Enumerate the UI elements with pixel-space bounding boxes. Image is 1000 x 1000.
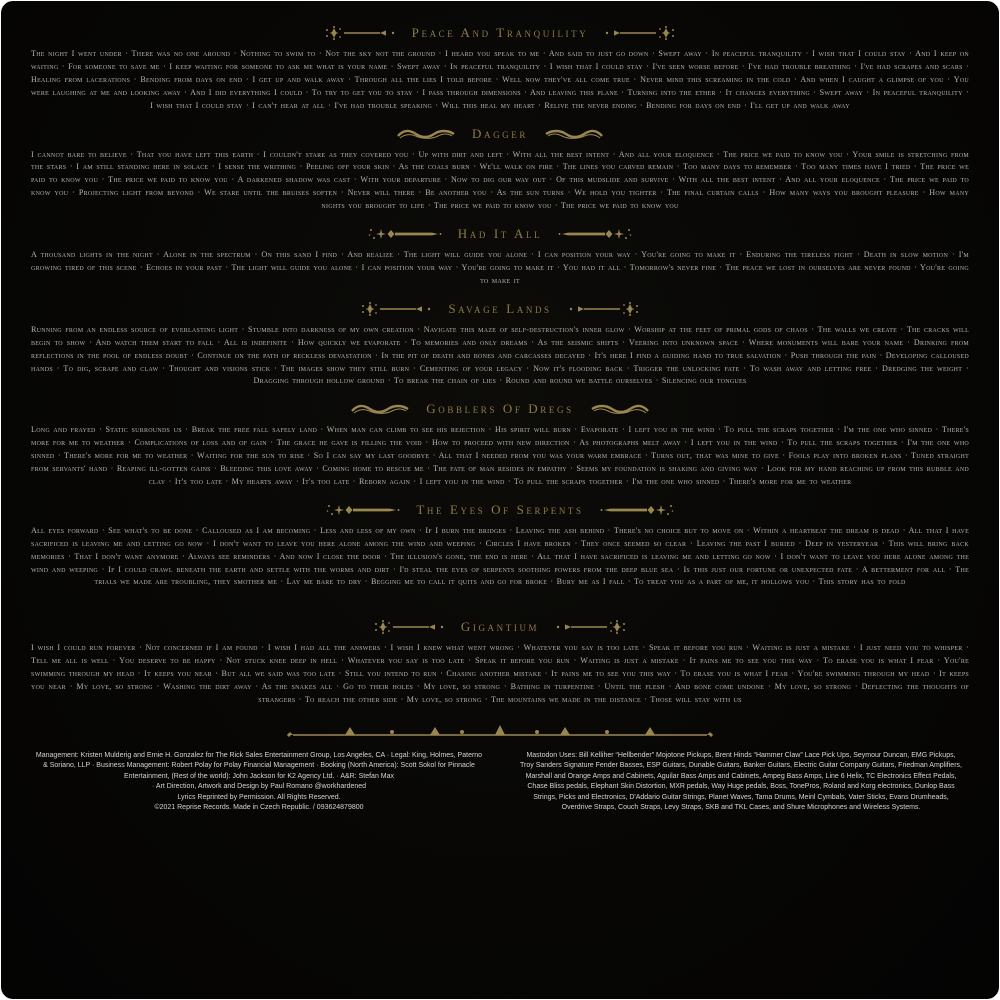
credits-line: Overdrive Straps, Couch Straps, Levy Straps, SKB and TKL Cases, and Shure Microphones and Wireless Systems.: [561, 804, 921, 812]
credits: [31, 751, 969, 814]
song-title-row: [31, 301, 969, 317]
song-section-the-eyes-of-serpents: [31, 502, 969, 590]
star-flourish-icon: [555, 619, 627, 635]
song-section-dagger: [31, 126, 969, 214]
credits-line: Marshall and Orange Amps and Cabinets, Aguilar Bass Amps and Cabinets, Ampeg Bass Amps, Line 6 Helix, TC Electronics Effect Pedals,: [525, 772, 957, 780]
song-title: Had It All: [457, 226, 543, 242]
song-lyrics: All eyes forward · See what's to be done · Calloused as I am becoming · Less and less of my own · If I burn the bridges · Leaving the ash behind · There's no choice but to move on · Within a heartbeat the dream is dead · All that I have sacrificed is leaving me and letting go now · I don't want to leave you here alone among the wind and weeping · Circles I have broken · They once seemed so clear · Leaving the past I buried · Deep in yesteryear · This will bring back memories · That I don't want anymore · Always see reminders · And now I close the door · The illusion's gone, the end is here · All that I have sacrificed is leaving me and letting go now · I don't want to leave you here alone among the wind and weeping · If I could crawl beneath the earth and settle with the worms and dirt · I'd steal the eyes of serpents soothing powers from the deep blue sea · Is this just our fortune or unexpected fate · A betterment for all · The trials we made are troubling, they smother me · Lay me bare to dry · Begging me to call it quits and go for broke · Bury me as I fall · To treat you as a part of me, it hollows you · This story has to fold: [31, 525, 969, 587]
song-section-peace-and-tranquility: [31, 25, 969, 113]
credits-equipment-block: [513, 751, 969, 814]
ornamental-divider-icon: [31, 723, 969, 741]
credits-line: · Art Direction, Artwork and Design by Paul Romano @workhardened: [151, 783, 367, 791]
credits-line: ©2021 Reprise Records. Made in Czech Republic. / 093624879800: [154, 804, 364, 812]
song-lyrics: I cannot bare to believe · That you have left this earth · I couldn't stare as they covered you · Up with dirt and left · With all the best intent · And all your eloquence · The price we paid to know you · Your smile is stretching from the stars · I am still standing here in solace · I sense the writhing · Peeling off your skin · As the coals burn · We'll walk on fire · The lines you carved remain · Too many days to remember · Too many times have I tried · The price we paid to know you · The price we paid to know you · A darkened shadow was cast · With your departure · Now to dig our way out · Of this mudslide and survive · With all the best intent · And all your eloquence · The price we paid to know you · Projecting light from beyond · We stare until the bruises soften · Never will there · Be another you · As the sun turns · We hold you tighter · The final curtain calls · How many ways you brought pleasure · How many nights you brought to life · The price we paid to know you · The price we paid to know you: [31, 149, 969, 211]
song-section-had-it-all: [31, 226, 969, 288]
song-title: Savage Lands: [448, 300, 552, 316]
sword-flourish-icon: [368, 226, 442, 242]
sword-flourish-icon: [600, 502, 674, 518]
song-title-row: [31, 226, 969, 242]
song-lyrics: The night I went under · There was no one around · Nothing to swim to · Not the sky not the ground · I heard you speak to me · And said to just go down · Swept away · In peaceful tranquility · I wish that I could stay · And I keep on waiting · For someone to save me · I keep waiting for someone to ask me what is your name · Swept away · In peaceful tranquility · I wish that I could stay · I've seen worse before · I've had trouble breathing · I've had scrapes and scars · Healing from lacerations · Bending from days on end · I get up and walk away · Through all the lies I told before · Well now they've all come true · Never mind this screaming in the cold · And when I caught a glimpse of you · You were laughing at me and looking away · And I did everything I could · To try to get you to stay · I pass through dimensions · And leaving this plane · Turning into the ether · It changes everything · Swept away · In peaceful tranquility · I wish that I could stay · I can't hear at all · I've had trouble speaking · Will this heal my heart · Relive the never ending · Bending for days on end · I'll get up and walk away: [31, 49, 969, 110]
squiggle-flourish-icon: [350, 401, 410, 417]
star-flourish-icon: [604, 25, 676, 41]
star-flourish-icon: [568, 301, 640, 317]
credits-line: & Soriano, LLP · Business Management: Robert Polay for Polay Financial Management · Booking (North America): Scott Sokol for Pinnacle: [43, 762, 475, 770]
credits-line: Management: Kristen Mulderig and Ernie H. Gonzalez for The Rick Sales Entertainment Group, Los Angeles, CA · Legal: King, Holmes, Paterno: [35, 751, 483, 759]
song-title: Peace And Tranquility: [411, 25, 589, 40]
song-lyrics: Running from an endless source of everlasting light · Stumble into darkness of my own creation · Navigate this maze of self-destruction's inner glow · Worship at the feet of primal gods of chaos · The walls we create · The cracks will begin to show · And watch them start to fall · All is indefinite · How quickly we evaporate · To memories and only dreams · As the seismic shifts · Veering into unknown space · Where monuments will bare your name · Drinking from reflections in the pool of endless doubt · Continue on the path of reckless devastation · In the pit of death and bones and carcasses decayed · It's here I find a guiding hand to true salvation · Push through the pain · Developing calloused hands · To dig, scrape and claw · Thought and visions stick · The images show they still burn · Cementing of your legacy · Now it's flooding back · Trigger the unlocking fate · To wash away and letting free · Dredging the weight · Dragging through hollow ground · To break the chain of lies · Round and round we battle ourselves · Silencing our tongues: [31, 324, 969, 386]
song-title: The Eyes Of Serpents: [416, 501, 584, 517]
sword-flourish-icon: [326, 502, 400, 518]
song-section-savage-lands: [31, 301, 969, 389]
lyric-sheet: [1, 1, 999, 999]
song-lyrics: I wish I could run forever · Not concerned if I am found · I wish I had all the answers · I wish I knew what went wrong · Whatever you say is too late · Speak it before you run · Waiting is just a mistake · I just need you to whisper · Tell me all is well · You deserve to be happy · Not stuck knee deep in hell · Whatever you say is too late · Speak it before you run · Waiting is just a mistake · It pains me to see you this way · To erase you is what I fear · You're swimming through my head · It keeps you near · But all we said was too late · Still you intend to run · Chasing another mistake · It pains me to see you this way · To erase you is what I fear · You're swimming through my head · It keeps you near · My love, so strong · Washing the dirt away · As the snakes all · Go to their holes · My love, so strong · Bathing in turpentine · Until the flesh · And bone come undone · My love, so strong · Deflecting the thoughts of strangers · To reach the other side · My love, so strong · The mountains we made in the distance · Those will stay with us: [31, 643, 969, 704]
song-lyrics: Long and frayed · Static surrounds us · Break the free fall safely land · When man can climb to see his rejection · His spirit will burn · Evaporate · I left you in the wind · To pull the scraps together · I'm the one who sinned · There's more for me to weather · Complications of loss and of gain · The grace he gave is filling the void · How to proceed with new direction · As photographs melt away · I left you in the wind · To pull the scraps together · I'm the one who sinned · There's more for me to weather · Waiting for the sun to rise · So I can say my last goodbye · All that I needed from you was your warm embrace · Turns out, that was mine to give · Fools play into broken plans · Tuned straight from servants' hand · Reaping ill-gotten gains · Bleeding this love away · Coming home to rescue me · The fate of man resides in empathy · Seems my foundation is shaking and giving way · Look for my hand reaching up from this rubble and clay · It's too late · My hearts away · It's too late · Reborn again · I left you in the wind · To pull the scraps together · I'm the one who sinned · There's more for me to weather: [31, 425, 969, 486]
song-section-gobblers-of-dregs: [31, 401, 969, 489]
credits-line: Chase Bliss pedals, Elephant Skin Distortion, MXR pedals, Way Huge pedals, Boss, TonePros, Roland and Korg electronics, Dunlop Bass: [527, 783, 955, 791]
credits-line: Troy Sanders Signature Fender Basses, ESP Guitars, Dunable Guitars, Banker Guitars, Electric Guitar Company Guitars, Friedman Amplifiers,: [520, 762, 962, 770]
song-title: Gobblers Of Dregs: [426, 401, 574, 417]
squiggle-flourish-icon: [396, 126, 456, 142]
song-title-row: [31, 25, 969, 41]
star-flourish-icon: [373, 619, 445, 635]
star-flourish-icon: [360, 301, 432, 317]
sword-flourish-icon: [558, 226, 632, 242]
song-title-row: [31, 401, 969, 417]
song-section-gigantium: [31, 619, 969, 707]
song-title: Gigantium: [460, 619, 540, 635]
credits-line: Mastodon Uses: Bill Kelliher “Hellbender” Mojotone Pickups, Brent Hinds “Hammer Claw” Lace Pick Ups, Seymour Duncan, EMG Pickups,: [526, 751, 956, 759]
squiggle-flourish-icon: [544, 126, 604, 142]
song-lyrics: A thousand lights in the night · Alone in the spectrum · On this sand I find · And realize · The light will guide you alone · I can position your way · You're going to make it · Enduring the tireless fight · Death in slow motion · I'm growing tired of this scene · Echoes in your past · The light will guide you alone · I can position your way · You're going to make it · You had it all · Tomorrow's never fine · The peace we lost in ourselves are never found · You're going to make it: [31, 250, 969, 285]
song-title-row: [31, 502, 969, 518]
song-title-row: [31, 619, 969, 635]
credits-line: Strings, Picks and Electronics, D'Addario Guitar Strings, Planet Waves, Tama Drums, Meinl Cymbals, Vater Sticks, Evans Drumheads,: [533, 793, 949, 801]
credits-management-block: [31, 751, 487, 814]
song-title: Dagger: [472, 125, 528, 141]
credits-line: Lyrics Reprinted by Permission. All Rights Reserved.: [177, 793, 341, 801]
star-flourish-icon: [324, 25, 396, 41]
credits-line: Entertainment, (Rest of the world): John Jackson for K2 Agency Ltd. · A&R: Stefan Max: [123, 772, 395, 780]
song-title-row: [31, 126, 969, 142]
squiggle-flourish-icon: [590, 401, 650, 417]
